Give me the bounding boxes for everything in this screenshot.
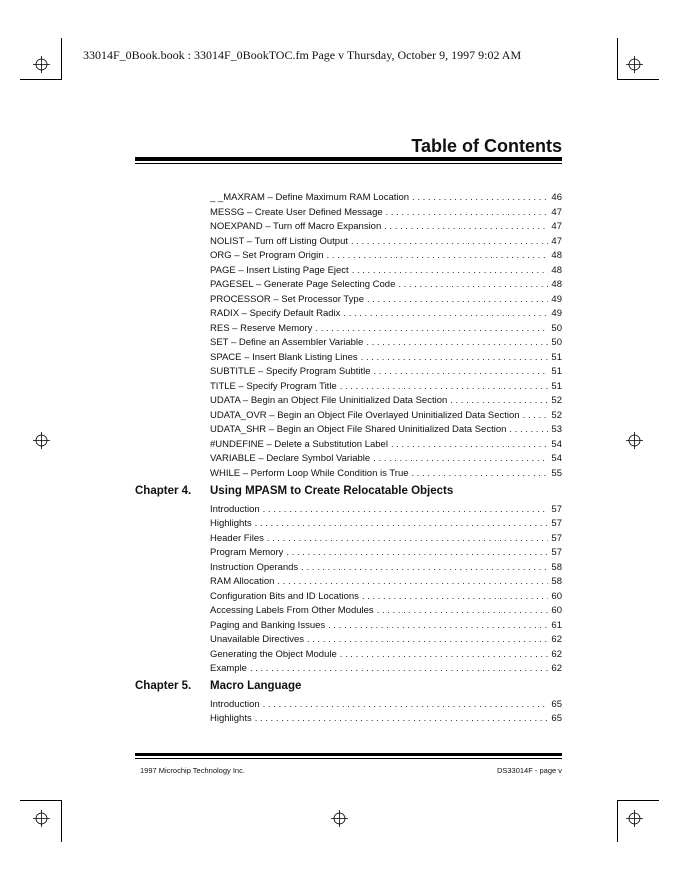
chapter-number: Chapter 4. (135, 485, 192, 497)
leader-dots (301, 561, 548, 574)
toc-entry[interactable] (210, 452, 562, 465)
toc-entry-page: 52 (551, 395, 562, 406)
toc-entry-label: ORG – Set Program Origin (210, 250, 324, 261)
toc-entry-page: 50 (551, 337, 562, 348)
leader-dots (277, 575, 548, 588)
toc-entry-label: PROCESSOR – Set Processor Type (210, 293, 364, 305)
toc-entry[interactable] (210, 206, 562, 219)
toc-entry-label: TITLE – Specify Program Title (210, 380, 337, 392)
leader-dots (374, 365, 549, 378)
leader-dots (412, 191, 548, 204)
toc-entry[interactable] (210, 575, 562, 588)
toc-entry[interactable] (210, 648, 562, 661)
leader-dots (412, 467, 549, 480)
toc-entry-label: Paging and Banking Issues (210, 619, 326, 631)
leader-dots (398, 278, 548, 291)
title-rule-thin (135, 163, 562, 164)
footer-copyright: 1997 Microchip Technology Inc. (140, 766, 245, 775)
leader-dots (509, 423, 548, 436)
toc-entry[interactable] (210, 278, 562, 291)
crop-mark-top-left-vertical (61, 38, 62, 80)
toc-entry-page: 50 (551, 322, 562, 334)
toc-entry[interactable] (210, 503, 562, 516)
toc-entry-page: 53 (551, 424, 562, 435)
leader-dots (391, 438, 548, 451)
leader-dots (362, 590, 549, 603)
toc-entry-page: 51 (551, 351, 562, 363)
toc-entry[interactable] (210, 235, 562, 248)
toc-entry-label: SET – Define an Assembler Variable (210, 337, 364, 348)
leader-dots (367, 293, 548, 306)
toc-entry[interactable] (210, 561, 562, 574)
chapter-title[interactable]: Using MPASM to Create Relocatable Objects (210, 485, 454, 497)
toc-entry-label: PAGESEL – Generate Page Selecting Code (210, 279, 396, 290)
toc-entry-page: 65 (551, 713, 562, 724)
toc-entry-page: 58 (551, 561, 562, 573)
toc-entry-label: RADIX – Specify Default Radix (210, 308, 341, 319)
crop-mark-bottom-right-vertical (617, 800, 618, 842)
toc-entry-page: 58 (551, 576, 562, 587)
toc-entry-label: Accessing Labels From Other Modules (210, 605, 374, 616)
leader-dots (255, 517, 549, 530)
crop-mark-top-left-horizontal (20, 79, 62, 80)
toc-entry[interactable] (210, 438, 562, 451)
toc-entry-page: 55 (551, 467, 562, 479)
toc-entry-label: WHILE – Perform Loop While Condition is True (210, 467, 409, 479)
toc-entry[interactable] (210, 394, 562, 407)
toc-entry-page: 62 (551, 648, 562, 660)
toc-entry-label: MESSG – Create User Defined Message (210, 206, 383, 218)
toc-entry-label: SUBTITLE – Specify Program Subtitle (210, 366, 371, 377)
toc-entry-label: UDATA – Begin an Object File Uninitialized Data Section (210, 395, 448, 406)
toc-entry[interactable] (210, 322, 562, 335)
toc-entry[interactable] (210, 517, 562, 530)
toc-entry[interactable] (210, 307, 562, 320)
toc-entry-page: 48 (551, 264, 562, 276)
toc-entry-label: Example (210, 663, 247, 674)
toc-entry-page: 60 (551, 590, 562, 602)
toc-entry-page: 47 (551, 221, 562, 232)
toc-entry-page: 47 (551, 206, 562, 218)
leader-dots (384, 220, 548, 233)
toc-entry-label: _ _MAXRAM – Define Maximum RAM Location (210, 192, 410, 203)
toc-entry[interactable] (210, 633, 562, 646)
leader-dots (255, 712, 549, 725)
leader-dots (366, 336, 548, 349)
toc-entry[interactable] (210, 191, 562, 204)
toc-entry-page: 46 (551, 192, 562, 203)
toc-entry[interactable] (210, 604, 562, 617)
crop-mark-bottom-right-horizontal (617, 800, 659, 801)
crop-mark-bottom-left-horizontal (20, 800, 62, 801)
toc-entry-label: UDATA_OVR – Begin an Object File Overlayed Uninitialized Data Section (210, 409, 520, 421)
toc-entry-label: Introduction (210, 503, 260, 515)
print-header: 33014F_0Book.book : 33014F_0BookTOC.fm Page v Thursday, October 9, 1997 9:02 AM (83, 48, 522, 62)
toc-entry[interactable] (210, 619, 562, 632)
leader-dots (328, 619, 548, 632)
leader-dots (250, 662, 548, 675)
toc-entry-page: 54 (551, 453, 562, 464)
leader-dots (377, 604, 549, 617)
registration-mark-icon (626, 810, 643, 827)
toc-entry-label: Program Memory (210, 547, 284, 558)
toc-entry[interactable] (210, 293, 562, 306)
toc-entry[interactable] (210, 532, 562, 545)
toc-entry-page: 57 (551, 503, 562, 515)
registration-mark-icon (626, 432, 643, 449)
leader-dots (351, 235, 548, 248)
toc-entry[interactable] (210, 698, 562, 711)
toc-entry-label: VARIABLE – Declare Symbol Variable (210, 453, 371, 464)
toc-entry-page: 61 (551, 619, 562, 631)
leader-dots (352, 264, 549, 277)
toc-entry-page: 65 (551, 698, 562, 710)
toc-entry-page: 62 (551, 663, 562, 674)
registration-mark-icon (626, 56, 643, 73)
chapter-number: Chapter 5. (135, 680, 192, 692)
crop-mark-top-right-vertical (617, 38, 618, 80)
toc-entry[interactable] (210, 467, 562, 480)
crop-mark-bottom-left-vertical (61, 800, 62, 842)
leader-dots (373, 452, 548, 465)
toc-entry-label: SPACE – Insert Blank Listing Lines (210, 351, 358, 363)
toc-entry-page: 51 (551, 380, 562, 392)
footer-rule (135, 753, 562, 756)
leader-dots (340, 380, 549, 393)
toc-entry-label: #UNDEFINE – Delete a Substitution Label (210, 438, 388, 450)
leader-dots (450, 394, 548, 407)
toc-entry-page: 60 (551, 605, 562, 616)
toc-entry-label: Unavailable Directives (210, 634, 304, 645)
footer-page-number: DS33014F - page v (496, 766, 562, 775)
toc-entry-label: NOEXPAND – Turn off Macro Expansion (210, 221, 382, 232)
toc-entry-page: 54 (551, 438, 562, 450)
chapter-title[interactable]: Macro Language (210, 680, 302, 692)
leader-dots (327, 249, 549, 262)
toc-entry-page: 48 (551, 250, 562, 261)
registration-mark-icon (33, 810, 50, 827)
leader-dots (307, 633, 548, 646)
leader-dots (267, 532, 549, 545)
toc-entry[interactable] (210, 336, 562, 349)
toc-entry-label: Header Files (210, 532, 264, 544)
toc-entry-label: Generating the Object Module (210, 648, 337, 660)
toc-entry-label: Highlights (210, 713, 252, 724)
toc-entry-label: Instruction Operands (210, 561, 299, 573)
registration-mark-icon (33, 56, 50, 73)
toc-entry-page: 57 (551, 518, 562, 529)
toc-entry-page: 57 (551, 532, 562, 544)
registration-mark-icon (33, 432, 50, 449)
toc-entry-page: 49 (551, 308, 562, 319)
toc-entry-label: RES – Reserve Memory (210, 322, 313, 334)
footer-rule-thin (135, 758, 562, 759)
leader-dots (340, 648, 549, 661)
toc-entry[interactable] (210, 712, 562, 725)
toc-entry[interactable] (210, 409, 562, 422)
toc-entry[interactable] (210, 264, 562, 277)
leader-dots (523, 409, 549, 422)
toc-entry-page: 51 (551, 366, 562, 377)
page-title: Table of Contents (411, 136, 562, 156)
leader-dots (343, 307, 548, 320)
toc-entry[interactable] (210, 590, 562, 603)
toc-entry-page: 57 (551, 547, 562, 558)
toc-entry-page: 52 (551, 409, 562, 421)
leader-dots (315, 322, 548, 335)
leader-dots (263, 503, 549, 516)
leader-dots (361, 351, 549, 364)
toc-entry-label: Introduction (210, 698, 260, 710)
toc-entry-page: 48 (551, 279, 562, 290)
registration-mark-icon (331, 810, 348, 827)
toc-entry-page: 62 (551, 634, 562, 645)
leader-dots (263, 698, 549, 711)
leader-dots (286, 546, 548, 559)
toc-entry-label: Configuration Bits and ID Locations (210, 590, 359, 602)
toc-entry[interactable] (210, 423, 562, 436)
toc-entry[interactable] (210, 662, 562, 675)
toc-entry[interactable] (210, 220, 562, 233)
toc-entry-label: NOLIST – Turn off Listing Output (210, 235, 349, 247)
toc-entry-label: UDATA_SHR – Begin an Object File Shared Uninitialized Data Section (210, 424, 507, 435)
crop-mark-top-right-horizontal (617, 79, 659, 80)
toc-entry[interactable] (210, 351, 562, 364)
toc-entry-page: 49 (551, 293, 562, 305)
toc-entry[interactable] (210, 546, 562, 559)
toc-entry[interactable] (210, 249, 562, 262)
toc-entry-label: RAM Allocation (210, 576, 275, 587)
toc-entry[interactable] (210, 380, 562, 393)
leader-dots (386, 206, 549, 219)
toc-entry-label: Highlights (210, 518, 252, 529)
toc-entry-page: 47 (551, 235, 562, 247)
toc-entry-label: PAGE – Insert Listing Page Eject (210, 264, 349, 276)
toc-entry[interactable] (210, 365, 562, 378)
title-rule (135, 157, 562, 161)
